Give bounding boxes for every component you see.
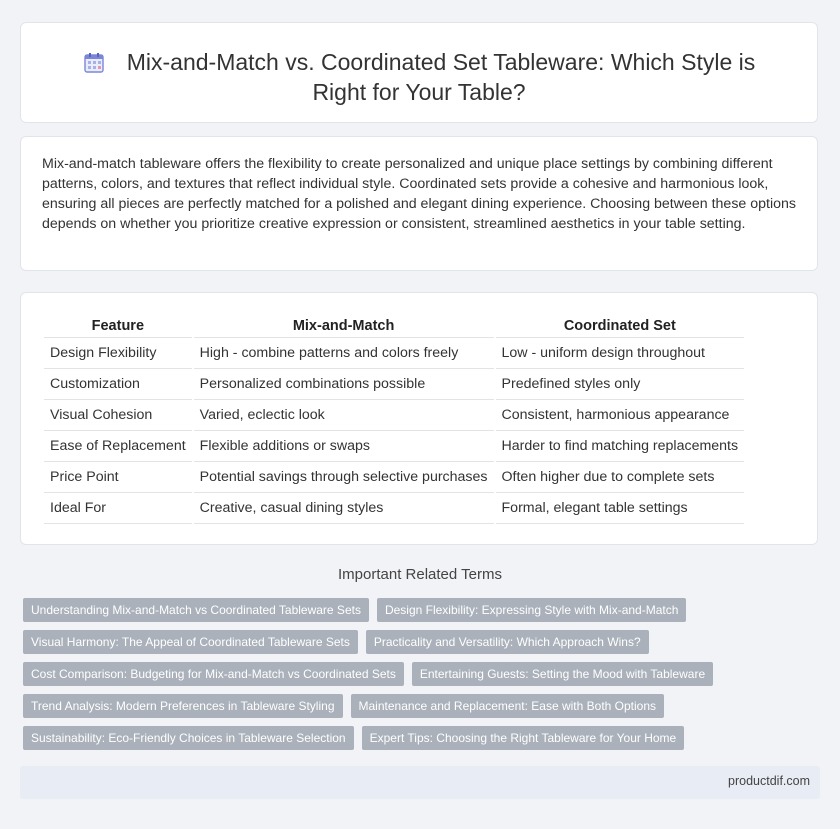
table-row <box>44 337 744 368</box>
related-term-link[interactable]: Cost Comparison: Budgeting for Mix-and-Match vs Coordinated Sets <box>23 662 404 686</box>
table-cell: Visual Cohesion <box>44 399 192 430</box>
related-term-link[interactable]: Design Flexibility: Expressing Style with Mix-and-Match <box>377 598 686 622</box>
table-cell: Low - uniform design throughout <box>496 337 745 368</box>
table-cell: Personalized combinations possible <box>194 368 494 399</box>
page-title <box>61 47 777 107</box>
table-row <box>44 461 744 492</box>
table-cell: Design Flexibility <box>44 337 192 368</box>
related-term-link[interactable]: Expert Tips: Choosing the Right Tableware for Your Home <box>362 726 685 750</box>
table-row <box>44 492 744 524</box>
comparison-card <box>20 292 818 545</box>
table-cell: Flexible additions or swaps <box>194 430 494 461</box>
table-cell: Often higher due to complete sets <box>496 461 745 492</box>
calendar-grid-icon <box>83 51 105 73</box>
table-cell: Harder to find matching replacements <box>496 430 745 461</box>
footer-bar <box>20 766 820 799</box>
footer-site-name[interactable]: productdif.com <box>728 774 810 788</box>
table-row <box>44 368 744 399</box>
comparison-table <box>42 312 746 524</box>
related-term-link[interactable]: Sustainability: Eco-Friendly Choices in Tableware Selection <box>23 726 354 750</box>
related-term-link[interactable]: Maintenance and Replacement: Ease with Both Options <box>351 694 665 718</box>
column-header: Coordinated Set <box>563 318 676 334</box>
related-term-link[interactable]: Visual Harmony: The Appeal of Coordinated Tableware Sets <box>23 630 358 654</box>
table-row <box>44 399 744 430</box>
table-cell: Predefined styles only <box>496 368 745 399</box>
related-terms-heading: Important Related Terms <box>338 566 502 583</box>
intro-card <box>20 136 818 271</box>
table-cell: Potential savings through selective purchases <box>194 461 494 492</box>
table-cell: Price Point <box>44 461 192 492</box>
related-terms-list <box>23 598 823 750</box>
table-cell: Creative, casual dining styles <box>194 492 494 524</box>
table-cell: Formal, elegant table settings <box>496 492 745 524</box>
related-term-link[interactable]: Understanding Mix-and-Match vs Coordinated Tableware Sets <box>23 598 369 622</box>
header-card <box>20 22 818 123</box>
column-header: Feature <box>91 318 145 334</box>
table-cell: Varied, eclectic look <box>194 399 494 430</box>
table-cell: Ease of Replacement <box>44 430 192 461</box>
page-title-text: Mix-and-Match vs. Coordinated Set Tableware: Which Style is Right for Your Table? <box>126 49 756 105</box>
table-row <box>44 430 744 461</box>
related-term-link[interactable]: Trend Analysis: Modern Preferences in Tableware Styling <box>23 694 343 718</box>
related-term-link[interactable]: Practicality and Versatility: Which Approach Wins? <box>366 630 649 654</box>
table-cell: Consistent, harmonious appearance <box>496 399 745 430</box>
table-cell: Customization <box>44 368 192 399</box>
table-cell: Ideal For <box>44 492 192 524</box>
related-term-link[interactable]: Entertaining Guests: Setting the Mood with Tableware <box>412 662 713 686</box>
table-cell: High - combine patterns and colors freely <box>194 337 494 368</box>
intro-paragraph: Mix-and-match tableware offers the flexibility to create personalized and unique place settings by combining different patterns, colors, and textures that reflect individual style. Coordinated sets provide a cohesive and harmonious look, ensuring all pieces are perfectly matched for a polished and elegant dining experience. Choosing between these options depends on whether you prioritize creative expression or consistent, streamlined aesthetics in your table setting. <box>42 156 797 232</box>
table-header-row <box>44 312 744 337</box>
column-header: Mix-and-Match <box>292 318 395 334</box>
